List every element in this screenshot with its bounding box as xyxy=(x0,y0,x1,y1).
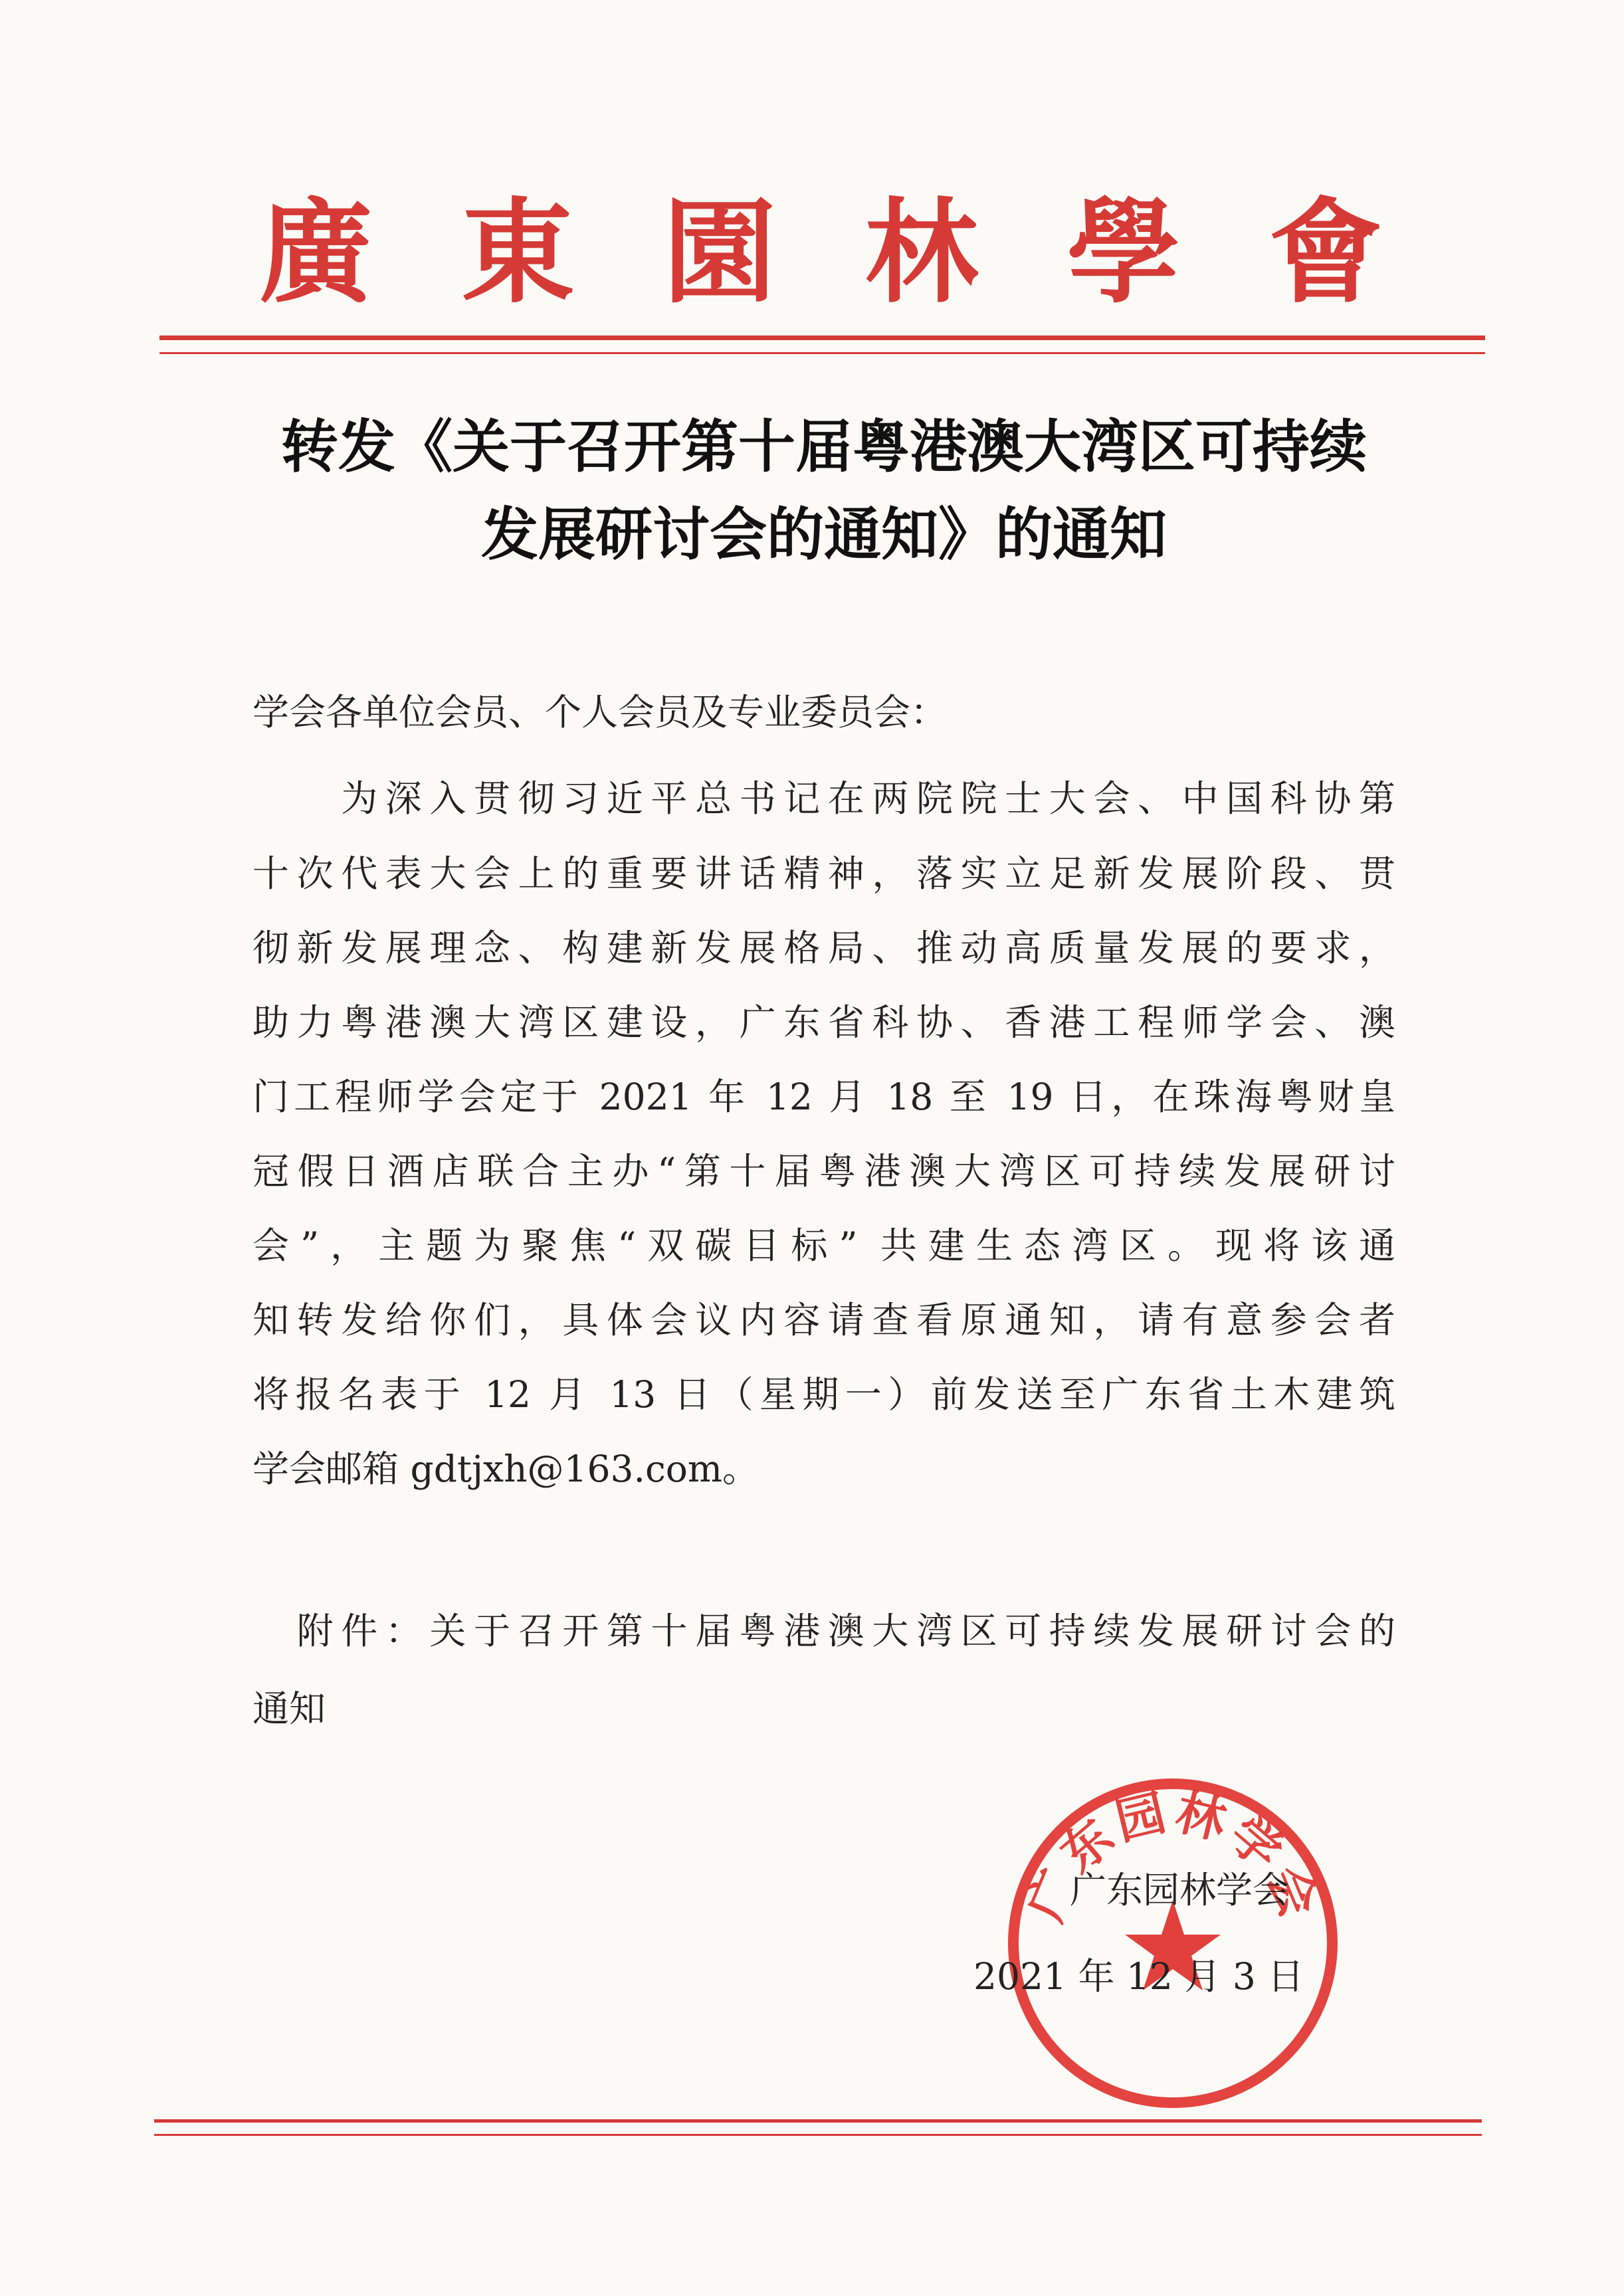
body-line: 知转发给你们，具体会议内容请查看原通知，请有意参会者 xyxy=(253,1299,1395,1341)
letterhead-char: 東 xyxy=(460,186,574,319)
letterhead-char: 園 xyxy=(662,186,776,319)
seal-text: 广东园林学会 xyxy=(1016,1783,1330,1929)
header-rule-thin xyxy=(159,352,1485,354)
body-line: 彻新发展理念、构建新发展格局、推动高质量发展的要求， xyxy=(253,927,1395,969)
body-line: 冠假日酒店联合主办“第十届粤港澳大湾区可持续发展研讨 xyxy=(253,1150,1395,1193)
letterhead-char: 學 xyxy=(1066,186,1180,319)
body-line: 门工程师学会定于 2021 年 12 月 18 至 19 日，在珠海粤财皇 xyxy=(253,1076,1395,1118)
footer-rule-thin xyxy=(154,2134,1482,2136)
body-line: 助力粤港澳大湾区建设，广东省科协、香港工程师学会、澳 xyxy=(253,1001,1395,1044)
official-seal xyxy=(997,1767,1349,2119)
salutation: 学会各单位会员、个人会员及专业委员会： xyxy=(253,691,948,733)
body-line: 十次代表大会上的重要讲话精神，落实立足新发展阶段、贯 xyxy=(253,852,1395,895)
letterhead-char: 林 xyxy=(864,186,978,319)
body-line: 学会邮箱 gdtjxh@163.com。 xyxy=(253,1448,760,1490)
attachment-line-1: 附件：关于召开第十届粤港澳大湾区可持续发展研讨会的 xyxy=(253,1610,1395,1652)
body-line: 会”，主题为聚焦“双碳目标” 共建生态湾区。现将该通 xyxy=(253,1224,1395,1267)
attachment-line-2: 通知 xyxy=(253,1687,326,1730)
letterhead-char: 廣 xyxy=(259,186,373,319)
letterhead xyxy=(259,186,1382,319)
header-rule-thick xyxy=(159,335,1485,340)
letterhead-char: 會 xyxy=(1269,186,1382,319)
body-line: 为深入贯彻习近平总书记在两院院士大会、中国科协第 xyxy=(253,777,1395,820)
document-title-line-2: 发展研讨会的通知》的通知 xyxy=(481,501,1167,568)
signature-date: 2021 年 12 月 3 日 xyxy=(973,1955,1304,1998)
signature-org: 广东园林学会 xyxy=(1070,1869,1290,1911)
body-line: 将报名表于 12 月 13 日（星期一）前发送至广东省土木建筑 xyxy=(253,1373,1395,1416)
document-title-line-1: 转发《关于召开第十届粤港澳大湾区可持续 xyxy=(281,413,1367,480)
footer-rule-thick xyxy=(154,2119,1482,2123)
